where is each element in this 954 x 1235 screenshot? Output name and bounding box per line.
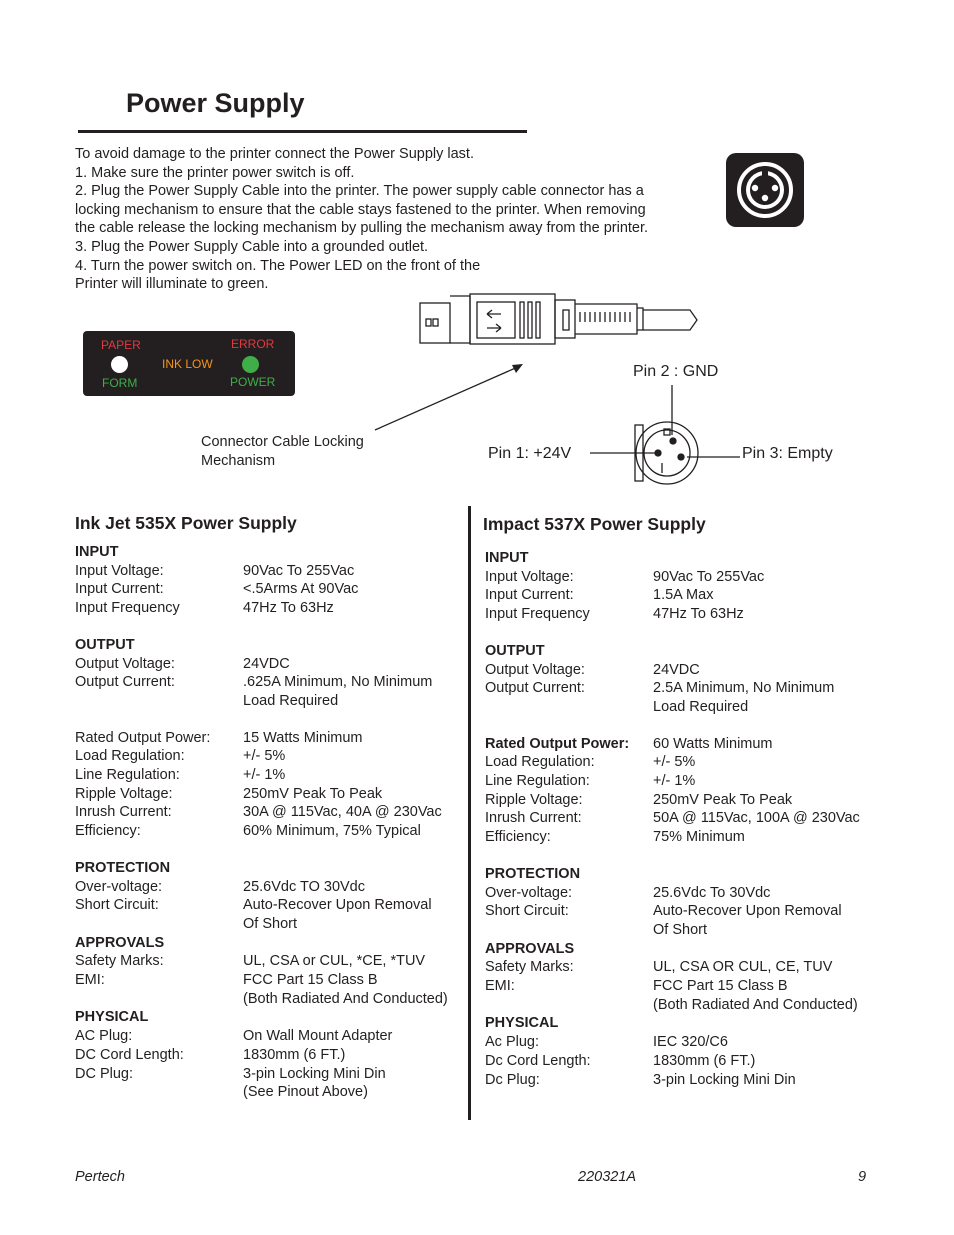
spec-row: Line Regulation: +/- 1%: [485, 773, 696, 790]
ink-low-label: INK LOW: [162, 357, 213, 371]
spec-row: AC Plug: On Wall Mount Adapter: [75, 1028, 393, 1045]
intro-line: Printer will illuminate to green.: [75, 276, 269, 293]
spec-row: Ripple Voltage: 250mV Peak To Peak: [75, 785, 383, 802]
page-title: Power Supply: [126, 88, 305, 118]
pin3-label: Pin 3: Empty: [742, 445, 833, 462]
spec-row: Safety Marks: UL, CSA or CUL, *CE, *TUV: [75, 953, 426, 970]
impact-physical-section: PHYSICAL Ac Plug: IEC 320/C6 Dc Cord Length: 1830mm (6 FT.) Dc Plug: 3-pin Locking Mini Din: [485, 1014, 903, 1089]
spec-row: Ripple Voltage: 250mV Peak To Peak: [485, 791, 793, 808]
spec-row: DC Cord Length: 1830mm (6 FT.): [75, 1046, 346, 1063]
column-divider: [468, 506, 471, 1120]
impact-approvals-section: APPROVALS Safety Marks: UL, CSA OR CUL, CE, TUV EMI: FCC Part 15 Class B (Both Radiated And Conducted): [485, 940, 903, 1015]
spec-row: Load Regulation: +/- 5%: [75, 748, 286, 765]
intro-text: [75, 145, 715, 294]
intro-line: 1. Make sure the printer power switch is off.: [75, 164, 355, 181]
inkjet-input-section: INPUT Input Voltage: 90Vac To 255Vac Input Current: <.5Arms At 90Vac Input Frequency 47Hz To 63Hz: [75, 543, 465, 618]
inkjet-protection-section: PROTECTION Over-voltage: 25.6Vdc TO 30Vdc Short Circuit: Auto-Recover Upon Removal Of Short: [75, 859, 465, 934]
spec-row: Inrush Current: 30A @ 115Vac, 40A @ 230Vac: [75, 804, 442, 821]
footer-doc-number: 220321A: [578, 1169, 637, 1185]
spec-row: DC Plug: 3-pin Locking Mini Din (See Pinout Above): [75, 1065, 386, 1101]
spec-row: Rated Output Power: 15 Watts Minimum: [75, 729, 363, 746]
inkjet-approvals-section: APPROVALS Safety Marks: UL, CSA or CUL, *CE, *TUV EMI: FCC Part 15 Class B (Both Radiated And Conducted): [75, 934, 465, 1009]
intro-line: the cable release the locking mechanism by pulling the mechanism away from the printer.: [75, 220, 649, 237]
impact-input-section: INPUT Input Voltage: 90Vac To 255Vac Input Current: 1.5A Max Input Frequency 47Hz To 63Hz: [485, 549, 903, 624]
intro-line: 2. Plug the Power Supply Cable into the printer. The power supply cable connector has a: [75, 183, 644, 200]
spec-row: Efficiency: 60% Minimum, 75% Typical: [75, 823, 421, 840]
spec-row: Short Circuit: Auto-Recover Upon Removal Of Short: [485, 903, 842, 938]
locking-mechanism-label: Connector Cable Locking Mechanism: [201, 434, 364, 469]
impact-output-section: OUTPUT Output Voltage: 24VDC Output Current: 2.5A Minimum, No Minimum Load Required: [485, 642, 903, 717]
spec-row: Output Current: 2.5A Minimum, No Minimum Load Required: [485, 680, 835, 715]
paper-led-icon: [111, 356, 128, 373]
spec-row: Load Regulation: +/- 5%: [485, 754, 696, 771]
spec-row: Output Current: .625A Minimum, No Minimum Load Required: [75, 674, 433, 709]
spec-row: Dc Cord Length: 1830mm (6 FT.): [485, 1052, 756, 1069]
spec-row: Over-voltage: 25.6Vdc TO 30Vdc: [75, 878, 365, 895]
inkjet-physical-section: PHYSICAL AC Plug: On Wall Mount Adapter DC Cord Length: 1830mm (6 FT.) DC Plug: 3-pin Locking Mini Din (See Pinout Above): [75, 1008, 465, 1102]
spec-row: Dc Plug: 3-pin Locking Mini Din: [485, 1071, 796, 1088]
spec-row: Input Current: <.5Arms At 90Vac: [75, 581, 359, 598]
inkjet-output-section: OUTPUT Output Voltage: 24VDC Output Current: .625A Minimum, No Minimum Load Required: [75, 636, 465, 711]
spec-row: Input Current: 1.5A Max: [485, 587, 714, 604]
inkjet-heading: Ink Jet 535X Power Supply: [75, 513, 297, 533]
spec-row: Output Voltage: 24VDC: [485, 661, 700, 678]
intro-line: 3. Plug the Power Supply Cable into a grounded outlet.: [75, 238, 429, 255]
spec-row: Input Voltage: 90Vac To 255Vac: [75, 562, 355, 579]
spec-row: Line Regulation: +/- 1%: [75, 767, 286, 784]
pin2-label: Pin 2 : GND: [633, 363, 719, 380]
impact-protection-section: PROTECTION Over-voltage: 25.6Vdc To 30Vdc Short Circuit: Auto-Recover Upon Removal Of Short: [485, 865, 903, 940]
spec-row: Short Circuit: Auto-Recover Upon Removal Of Short: [75, 897, 432, 932]
footer-page-number: 9: [858, 1169, 867, 1185]
spec-row: Efficiency: 75% Minimum: [485, 829, 745, 846]
footer-brand: Pertech: [75, 1169, 125, 1185]
spec-row: EMI: FCC Part 15 Class B (Both Radiated And Conducted): [485, 978, 858, 1013]
title-rule: [78, 130, 527, 133]
spec-row: Over-voltage: 25.6Vdc To 30Vdc: [485, 884, 771, 901]
spec-row: Input Voltage: 90Vac To 255Vac: [485, 568, 765, 585]
intro-line: 4. Turn the power switch on. The Power LED on the front of the: [75, 257, 481, 274]
spec-row: Input Frequency 47Hz To 63Hz: [75, 600, 334, 617]
spec-row: Input Frequency 47Hz To 63Hz: [485, 606, 744, 623]
power-connector-icon: [725, 152, 805, 228]
pinout-diagram: [480, 355, 860, 490]
spec-row: Inrush Current: 50A @ 115Vac, 100A @ 230Vac: [485, 810, 860, 827]
impact-spec-column: [483, 513, 903, 1089]
impact-heading: Impact 537X Power Supply: [483, 514, 706, 534]
intro-line: To avoid damage to the printer connect the Power Supply last.: [75, 146, 474, 162]
power-label: POWER: [230, 375, 276, 389]
spec-row: Rated Output Power: 60 Watts Minimum: [485, 735, 773, 752]
error-label: ERROR: [231, 337, 275, 351]
pin1-label: Pin 1: +24V: [488, 445, 572, 462]
spec-row: Output Voltage: 24VDC: [75, 655, 290, 672]
intro-line: locking mechanism to ensure that the cable stays fastened to the printer. When removing: [75, 201, 646, 218]
inkjet-regulation-section: [75, 729, 465, 841]
paper-label: PAPER: [101, 338, 141, 352]
spec-row: EMI: FCC Part 15 Class B (Both Radiated And Conducted): [75, 972, 448, 1007]
form-label: FORM: [102, 376, 138, 390]
spec-row: Ac Plug: IEC 320/C6: [485, 1034, 728, 1051]
spec-row: Safety Marks: UL, CSA OR CUL, CE, TUV: [485, 959, 833, 976]
impact-regulation-section: [485, 735, 903, 847]
inkjet-spec-column: [75, 512, 465, 1102]
